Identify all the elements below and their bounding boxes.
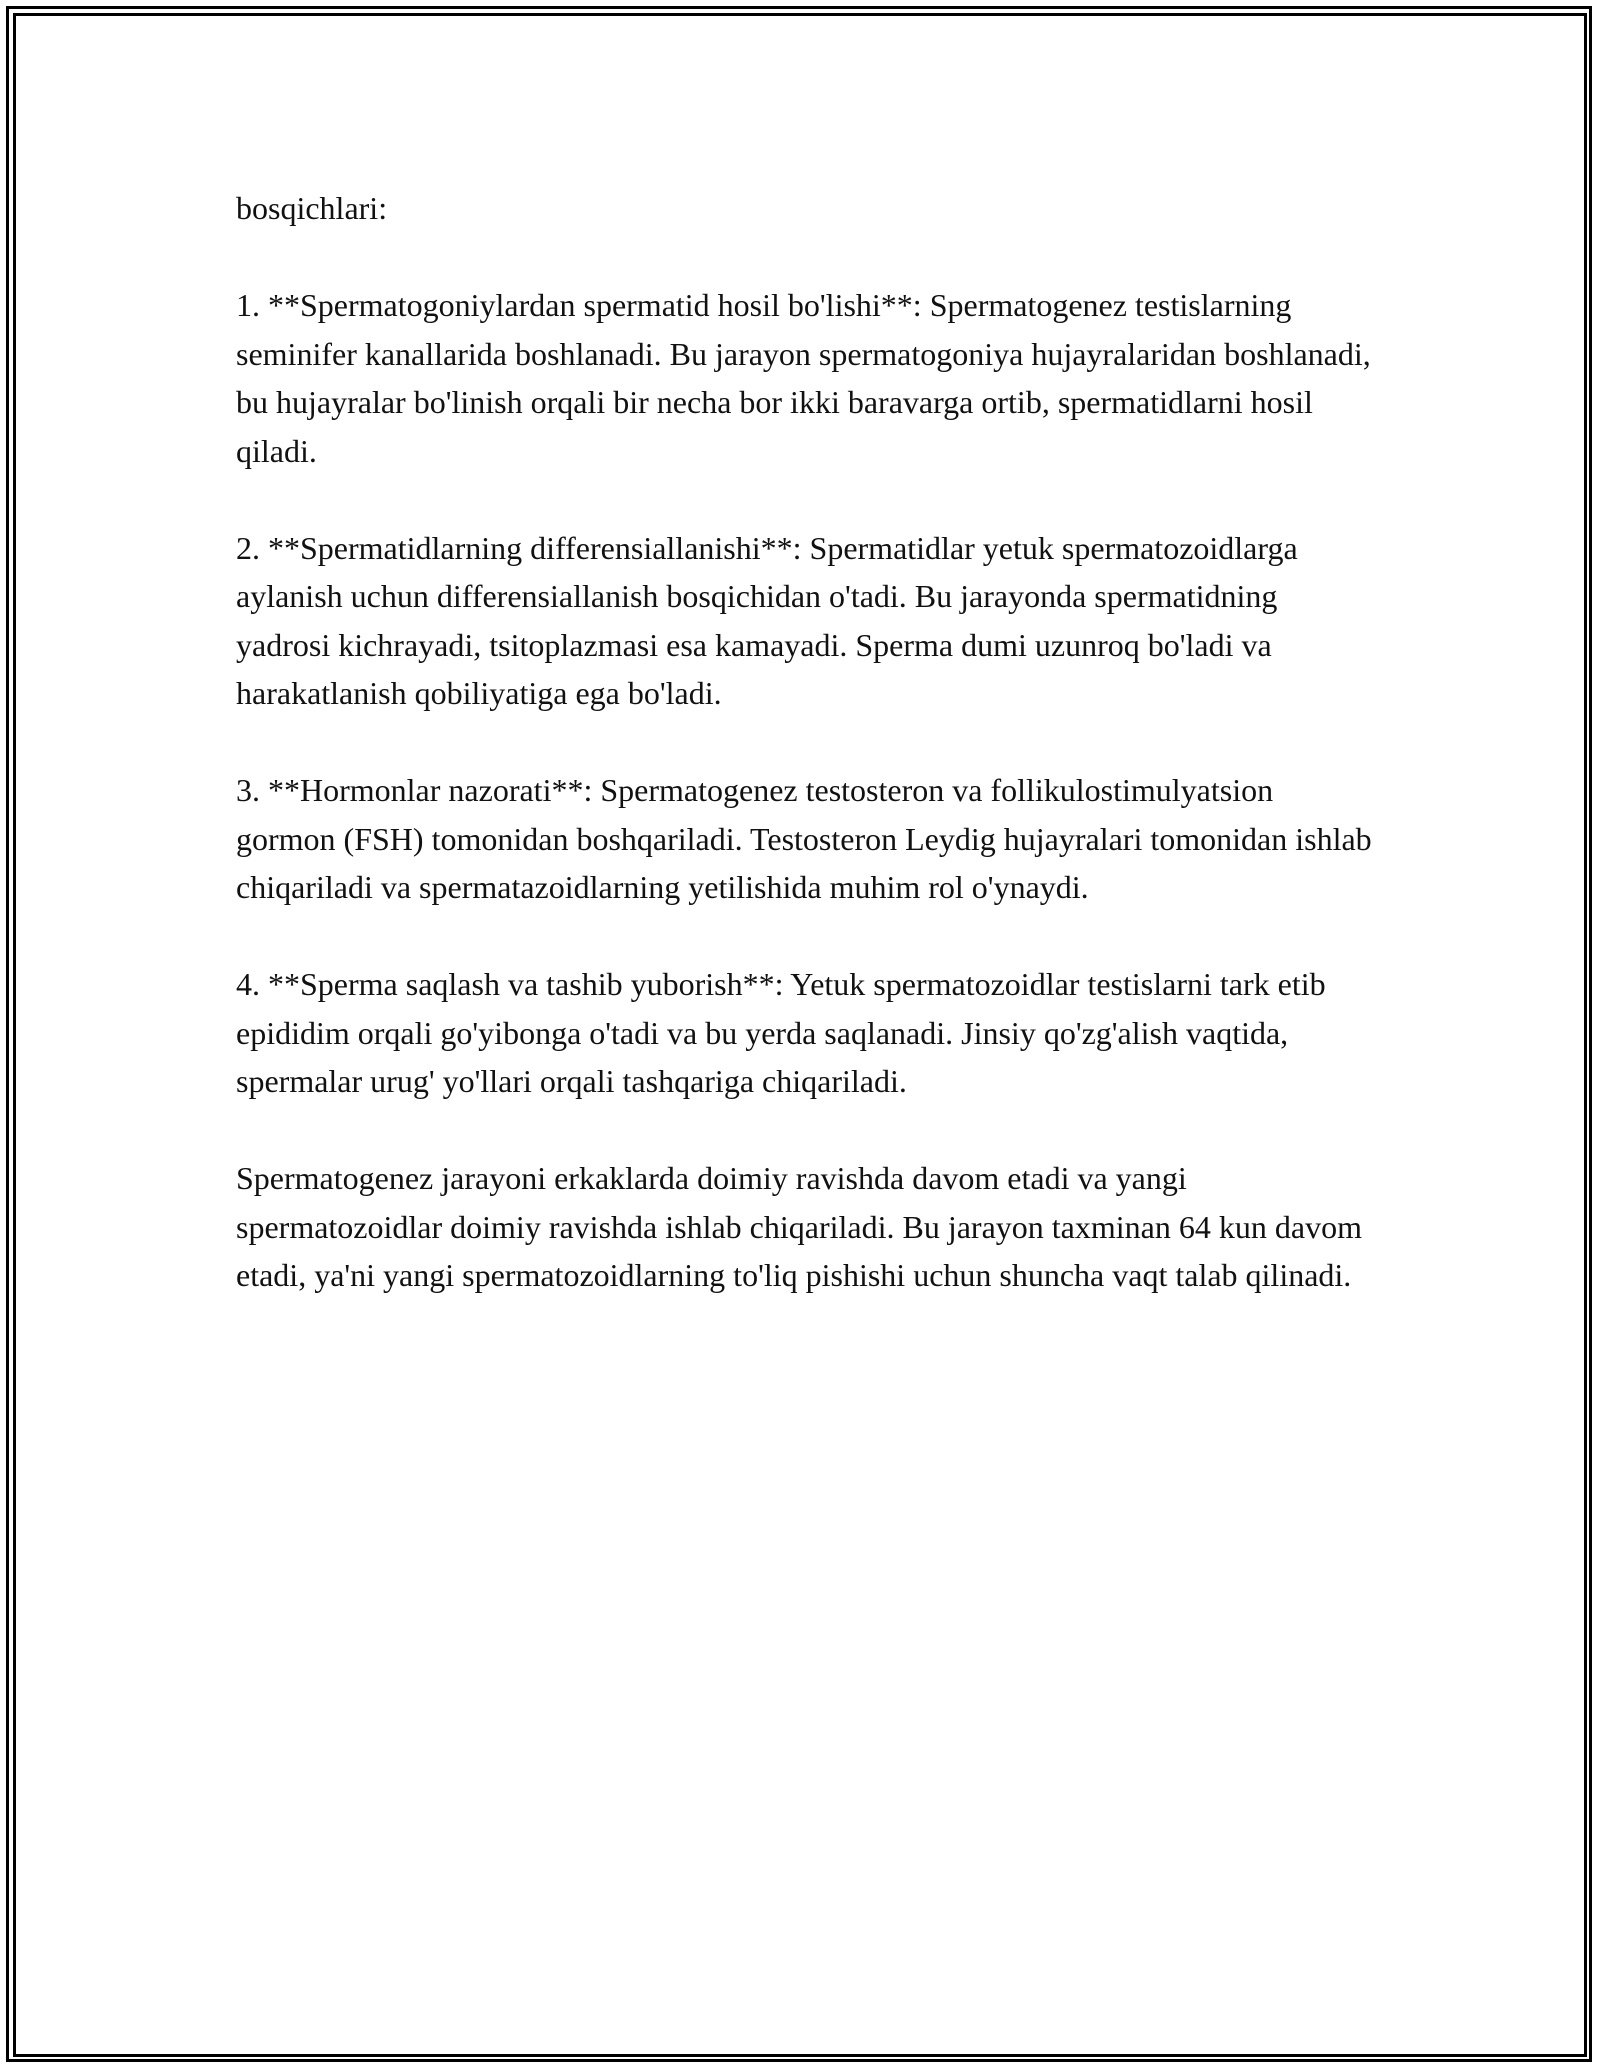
- list-item-2: 2. **Spermatidlarning differensiallanishi**: Spermatidlar yetuk spermatozoidlarga aylanish uchun differensiallanish bosqichidan o'tadi. Bu jarayonda spermatidning yadrosi kichrayadi, tsitoplazmasi esa kamayadi. Sperma dumi uzunroq bo'ladi va harakatlanish qobiliyatiga ega bo'ladi.: [236, 529, 1298, 711]
- list-item-3: 3. **Hormonlar nazorati**: Spermatogenez testosteron va follikulostimulyatsion gormon (FSH) tomonidan boshqariladi. Testosteron Leydig hujayralari tomonidan ishlab chiqariladi va spermatazoidlarning yetilishida muhim rol o'ynaydi.: [236, 772, 1372, 905]
- heading-fragment: bosqichlari:: [236, 190, 388, 226]
- list-item-1: 1. **Spermatogoniylardan spermatid hosil bo'lishi**: Spermatogenez testislarning seminifer kanallarida boshlanadi. Bu jarayon spermatogoniya hujayralaridan boshlanadi, bu hujayralar bo'linish orqali bir necha bor ikki baravarga ortib, spermatidlarni hosil qiladi.: [236, 287, 1371, 469]
- document-body: [236, 184, 1376, 1348]
- list-item-4: 4. **Sperma saqlash va tashib yuborish**: Yetuk spermatozoidlar testislarni tark etib epididim orqali go'yibonga o'tadi va bu yerda saqlanadi. Jinsiy qo'zg'alish vaqtida, spermalar urug' yo'llari orqali tashqariga chiqariladi.: [236, 966, 1326, 1099]
- summary-paragraph: Spermatogenez jarayoni erkaklarda doimiy ravishda davom etadi va yangi spermatozoidlar doimiy ravishda ishlab chiqariladi. Bu jarayon taxminan 64 kun davom etadi, ya'ni yangi spermatozoidlarning to'liq pishishi uchun shuncha vaqt talab qilinadi.: [236, 1160, 1362, 1293]
